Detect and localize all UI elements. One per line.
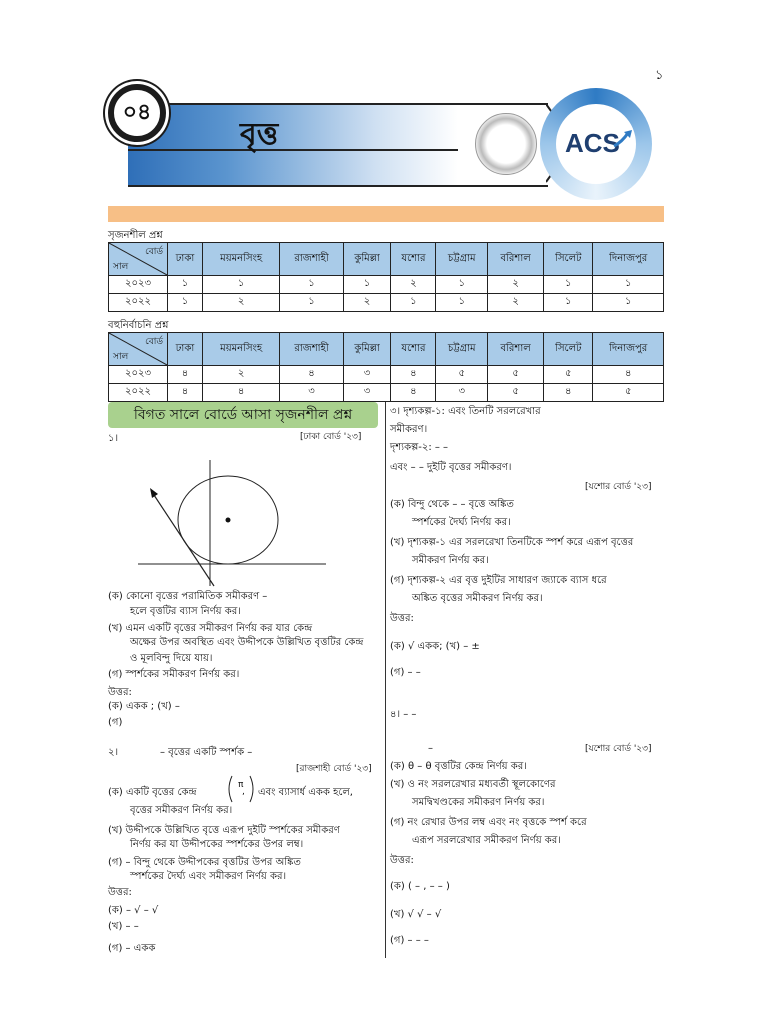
count-cell: ৩ [343, 366, 391, 384]
q2-board: [রাজশাহী বোর্ড '২৩] [296, 764, 372, 774]
year-cell: ২০২৩ [109, 366, 168, 384]
board-header: বরিশাল [488, 333, 544, 366]
q2-answer-a: (ক) – √ – √ [108, 905, 159, 916]
count-cell: ৫ [488, 366, 544, 384]
board-header: সিলেট [544, 333, 593, 366]
q2-part-c: (গ) – বিন্দু থেকে উদ্দীপকের বৃত্তটির উপর অঙ্কিত [108, 857, 301, 868]
count-cell: ১ [280, 276, 343, 294]
sunburst-icon [475, 113, 537, 175]
count-cell: ১ [343, 276, 391, 294]
count-cell: ৩ [343, 384, 391, 402]
column-divider [385, 402, 386, 958]
count-cell: ৫ [544, 366, 593, 384]
count-cell: ১ [544, 294, 593, 312]
board-header: চট্টগ্রাম [436, 333, 488, 366]
chapter-banner [128, 103, 458, 187]
count-cell: ২ [202, 294, 279, 312]
count-cell: ২ [202, 366, 279, 384]
q4-part-b: (খ) ও নং সরলরেখার মধ্যবর্তী স্থূলকোণের [390, 779, 556, 790]
q1-answer-c: (গ) [108, 717, 123, 728]
count-cell: ৫ [436, 366, 488, 384]
acs-logo: ACS [565, 128, 620, 158]
q2-part-a: (ক) একটি বৃত্তের কেন্দ্র [108, 787, 197, 798]
q2-number: ২। [108, 747, 119, 758]
chapter-title: বৃত্ত [240, 117, 279, 152]
count-cell: ৪ [168, 384, 203, 402]
count-cell: ১ [436, 276, 488, 294]
q3-scenario-2: দৃশ্যকল্প-২: – – [390, 442, 449, 453]
q2-part-b: (খ) উদ্দীপকে উল্লিখিত বৃত্তে এরূপ দুইটি স্পর্শকের সমীকরণ [108, 825, 340, 836]
mcq-label: বহুনির্বাচনি প্রশ্ন [108, 320, 169, 331]
board-header: সিলেট [544, 243, 593, 276]
q4-answer-c: (গ) – – – [390, 935, 429, 946]
count-cell: ১ [202, 276, 279, 294]
q1-part-a: (ক) কোনো বৃত্তের পরামিতিক সমীকরণ – [108, 591, 268, 602]
q1-board: [ঢাকা বোর্ড '২৩] [300, 432, 362, 442]
q1-part-a-line2: হলে বৃত্তটির ব্যাস নির্ণয় কর। [130, 606, 241, 617]
mcq-table [108, 332, 664, 402]
q2-answer-label: উত্তর: [108, 887, 132, 898]
q3-scenario-1: ৩। দৃশ্যকল্প-১: এবং তিনটি সরলরেখার [390, 406, 541, 417]
svg-text:,: , [242, 787, 245, 797]
q1-answer-label: উত্তর: [108, 687, 132, 698]
q2-pi: π [238, 780, 244, 790]
orange-separator [108, 206, 664, 222]
q3-part-b-line2: সমীকরণ নির্ণয় কর। [412, 555, 489, 566]
count-cell: ৫ [488, 384, 544, 402]
board-header: যশোর [391, 333, 436, 366]
count-cell: ১ [280, 294, 343, 312]
count-cell: ৪ [280, 366, 343, 384]
count-cell: ২ [343, 294, 391, 312]
count-cell: ২ [488, 276, 544, 294]
board-header: দিনাজপুর [593, 243, 664, 276]
q2-text: – বৃত্তের একটি স্পর্শক – [160, 747, 253, 758]
circle-tangent-figure [128, 458, 328, 588]
q3-part-c: (গ) দৃশ্যকল্প-২ এর বৃত্ত দুইটির সাধারণ জ্যাকে ব্যাস ধরে [390, 575, 607, 586]
year-cell: ২০২২ [109, 294, 168, 312]
board-header: বরিশাল [488, 243, 544, 276]
chapter-number-badge [108, 84, 166, 142]
q3-answer-c: (গ) – – [390, 667, 421, 678]
count-cell: ৪ [544, 384, 593, 402]
q1-part-b-line3: ও মূলবিন্দু দিয়ে যায়। [130, 653, 213, 664]
q4-board: [যশোর বোর্ড '২৩] [585, 744, 652, 754]
q4-part-c: (গ) নং রেখার উপর লম্ব এবং নং বৃত্তকে স্পর্শ করে [390, 817, 587, 828]
corner-cell [109, 243, 168, 276]
board-header: যশোর [391, 243, 436, 276]
q4-answer-a: (ক) ( – , – – ) [390, 881, 450, 892]
corner-board: বোর্ড [145, 337, 163, 347]
q3-answer-a: (ক) √ একক; (খ) – ± [390, 641, 480, 652]
logo-arrow-icon [612, 128, 634, 150]
year-cell: ২০২২ [109, 384, 168, 402]
board-header: ময়মনসিংহ [202, 243, 279, 276]
q4-part-b-line2: সমদ্বিখণ্ডকের সমীকরণ নির্ণয় কর। [412, 797, 545, 808]
q1-part-b-line2: অক্ষের উপর অবস্থিত এবং উদ্দীপকে উল্লিখিত বৃত্তটির কেন্দ্র [130, 637, 364, 648]
q4-answer-b: (খ) √ √ – √ [390, 909, 442, 920]
table-row [109, 384, 664, 402]
board-header: ঢাকা [168, 333, 203, 366]
q4-text: – [428, 743, 433, 754]
board-header: চট্টগ্রাম [436, 243, 488, 276]
q4-answer-label: উত্তর: [390, 855, 414, 866]
count-cell: ১ [593, 276, 664, 294]
chapter-number: ০৪ [122, 100, 152, 125]
count-cell: ৪ [202, 384, 279, 402]
board-header: ময়মনসিংহ [202, 333, 279, 366]
count-cell: ৪ [593, 366, 664, 384]
corner-year: সাল [113, 262, 129, 272]
table-row [109, 366, 664, 384]
count-cell: ৪ [391, 366, 436, 384]
q2-part-a-line2: বৃত্তের সমীকরণ নির্ণয় কর। [130, 805, 233, 816]
count-cell: ৪ [168, 366, 203, 384]
count-cell: ২ [488, 294, 544, 312]
q2-part-a-end: এবং ব্যাসার্ধ একক হলে, [258, 787, 353, 798]
count-cell: ১ [544, 276, 593, 294]
creative-table [108, 242, 664, 312]
table-row [109, 276, 664, 294]
board-header: দিনাজপুর [593, 333, 664, 366]
corner-year: সাল [113, 352, 129, 362]
corner-board: বোর্ড [145, 247, 163, 257]
q3-scenario-1-line2: সমীকরণ। [390, 424, 428, 435]
q3-board: [যশোর বোর্ড '২৩] [585, 482, 652, 492]
q3-part-a-line2: স্পর্শকের দৈর্ঘ্য নির্ণয় কর। [412, 517, 511, 528]
year-cell: ২০২৩ [109, 276, 168, 294]
q2-part-b-line2: নির্ণয় কর যা উদ্দীপকের স্পর্শকের উপর লম্ব। [130, 839, 304, 850]
q3-scenario-2-line2: এবং – – দুইটি বৃত্তের সমীকরণ। [390, 462, 512, 473]
q1-number: ১। [108, 433, 119, 444]
count-cell: ৪ [391, 384, 436, 402]
page-number: ১ [655, 68, 664, 83]
board-header: কুমিল্লা [343, 243, 391, 276]
count-cell: ১ [168, 276, 203, 294]
q2-answer-c: (গ) – একক [108, 943, 156, 954]
q1-part-c: (গ) স্পর্শকের সমীকরণ নির্ণয় কর। [108, 669, 240, 680]
count-cell: ৫ [593, 384, 664, 402]
board-header: ঢাকা [168, 243, 203, 276]
q1-answer-a: (ক) একক ; (খ) – [108, 701, 180, 712]
q2-answer-b: (খ) – – [108, 921, 139, 932]
table-row [109, 294, 664, 312]
q4-part-c-line2: এরূপ সরলরেখার সমীকরণ নির্ণয় কর। [412, 835, 561, 846]
board-header: রাজশাহী [280, 243, 343, 276]
count-cell: ৩ [280, 384, 343, 402]
count-cell: ৩ [436, 384, 488, 402]
q4-part-a: (ক) θ – θ বৃত্তটির কেন্দ্র নির্ণয় কর। [390, 761, 527, 772]
count-cell: ২ [391, 276, 436, 294]
board-header: রাজশাহী [280, 333, 343, 366]
corner-cell [109, 333, 168, 366]
count-cell: ১ [168, 294, 203, 312]
q3-part-b: (খ) দৃশ্যকল্প-১ এর সরলরেখা তিনটিকে স্পর্শ করে এরূপ বৃত্তের [390, 537, 634, 548]
board-header: কুমিল্লা [343, 333, 391, 366]
q2-part-c-line2: স্পর্শকের দৈর্ঘ্য এবং সমীকরণ নির্ণয় কর। [130, 871, 287, 882]
q4-number: ৪। – – [390, 709, 417, 720]
creative-label: সৃজনশীল প্রশ্ন [108, 230, 163, 241]
q3-answer-label: উত্তর: [390, 613, 414, 624]
section-heading: বিগত সালে বোর্ডে আসা সৃজনশীল প্রশ্ন [108, 402, 378, 428]
banner-divider [128, 149, 458, 151]
q1-part-b: (খ) এমন একটি বৃত্তের সমীকরণ নির্ণয় কর যার কেন্দ্র [108, 623, 313, 634]
count-cell: ১ [593, 294, 664, 312]
q3-part-c-line2: অঙ্কিত বৃত্তের সমীকরণ নির্ণয় কর। [412, 593, 543, 604]
count-cell: ১ [391, 294, 436, 312]
q3-part-a: (ক) বিন্দু থেকে – – বৃত্তে অঙ্কিত [390, 499, 514, 510]
count-cell: ১ [436, 294, 488, 312]
